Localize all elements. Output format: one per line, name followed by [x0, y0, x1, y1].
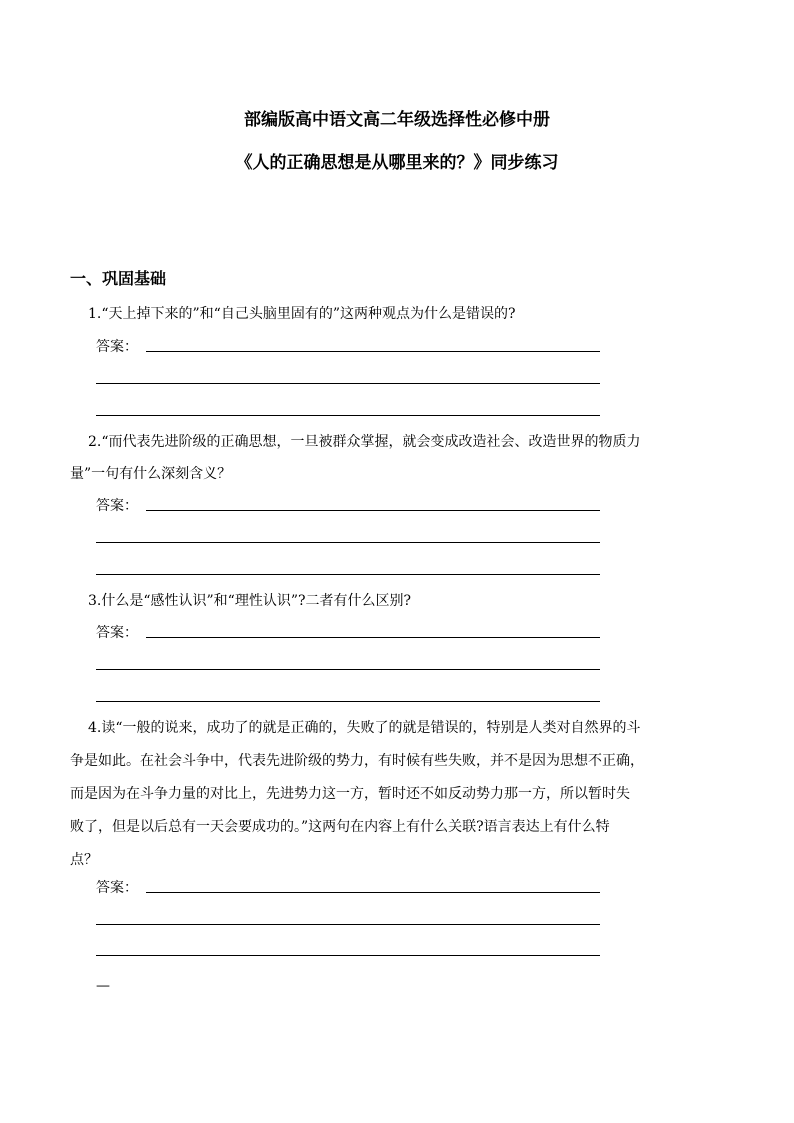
answer-line[interactable]: [146, 351, 600, 352]
answer-label: 答案：: [96, 880, 138, 896]
answer-line[interactable]: [96, 924, 600, 925]
answer-line[interactable]: [96, 415, 600, 416]
answer-line[interactable]: [96, 383, 600, 384]
answer-line[interactable]: [146, 510, 600, 511]
question-line: 点？: [70, 852, 98, 868]
answer-label: 答案：: [96, 339, 138, 355]
question-line: 4.读“一般的说来，成功了的就是正确的，失败了的就是错误的，特别是人类对自然界的斗: [88, 720, 641, 736]
answer-line[interactable]: [96, 574, 600, 575]
answer-label: 答案：: [96, 498, 138, 514]
answer-line[interactable]: [96, 701, 600, 702]
answer-line[interactable]: [146, 637, 600, 638]
answer-line[interactable]: [96, 542, 600, 543]
question-line: 3.什么是“感性认识”和“理性认识”?二者有什么区别?: [88, 593, 411, 609]
question-line: 量”一句有什么深刻含义？: [70, 466, 232, 482]
answer-label: 答案：: [96, 625, 138, 641]
answer-line[interactable]: [96, 955, 600, 956]
section-heading: 一、巩固基础: [70, 269, 167, 288]
question-line: 而是因为在斗争力量的对比上，先进势力这一方，暂时还不如反动势力那一方，所以暂时失: [70, 786, 630, 802]
document-title: 部编版高中语文高二年级选择性必修中册: [244, 110, 550, 130]
question-line: 2.“而代表先进阶级的正确思想，一旦被群众掌握，就会变成改造社会、改造世界的物质力: [88, 434, 641, 450]
trailing-dash: —: [96, 978, 110, 994]
answer-line[interactable]: [96, 669, 600, 670]
question-line: 败了，但是以后总有一天会要成功的。”这两句在内容上有什么关联?语言表达上有什么特: [70, 819, 610, 835]
question-line: 争是如此。在社会斗争中，代表先进阶级的势力，有时候有些失败，并不是因为思想不正确，: [70, 753, 644, 769]
answer-line[interactable]: [146, 892, 600, 893]
question-line: 1.“天上掉下来的”和“自己头脑里固有的”这两种观点为什么是错误的?: [88, 306, 516, 322]
document-subtitle: 《人的正确思想是从哪里来的？》同步练习: [235, 153, 559, 173]
